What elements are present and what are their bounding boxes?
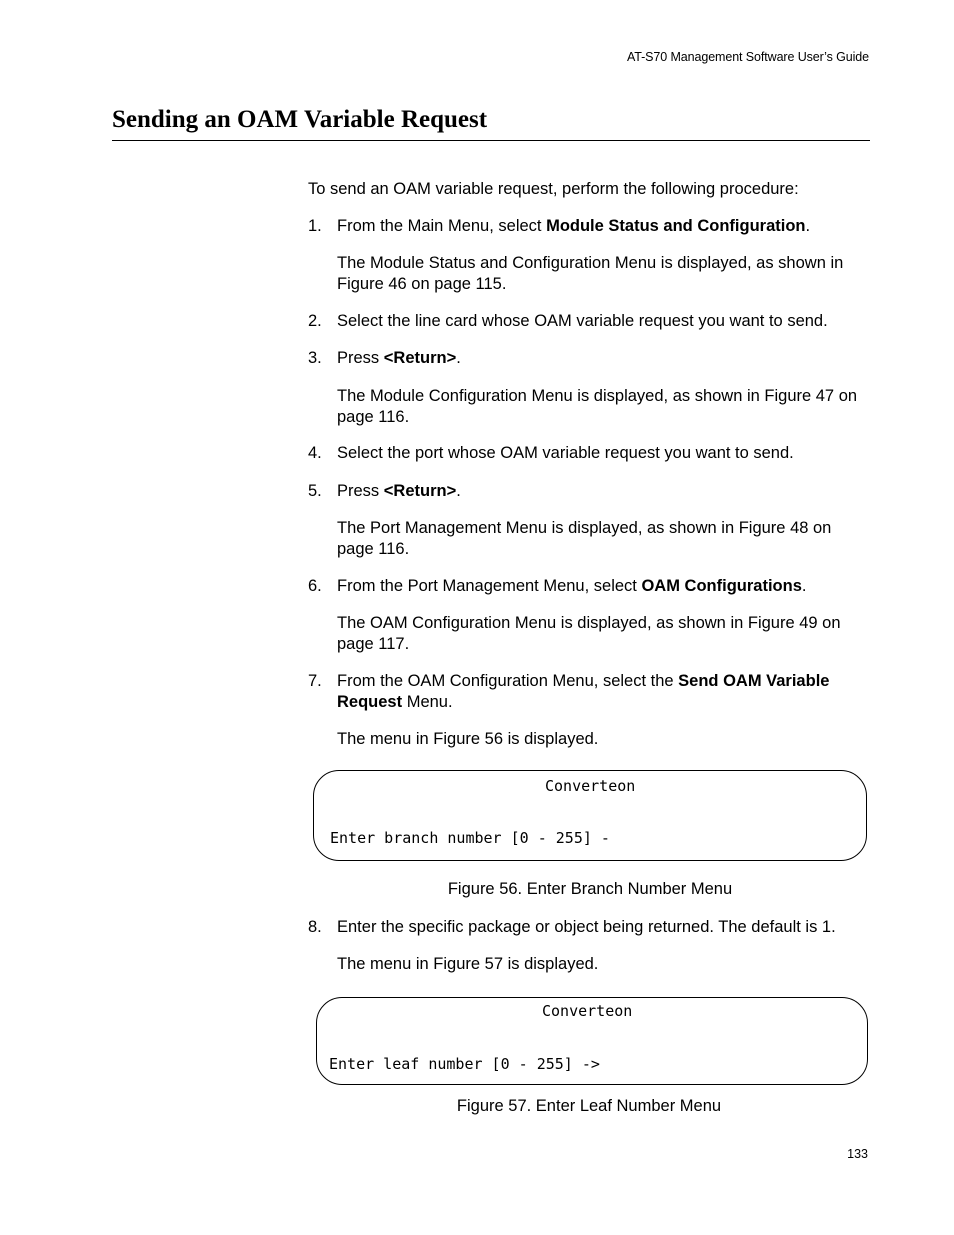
step-number: 6. xyxy=(308,577,322,595)
terminal-prompt: Enter leaf number [0 - 255] -> xyxy=(329,1055,600,1073)
step-text: Select the port whose OAM variable request you want to send. xyxy=(337,444,794,462)
terminal-prompt: Enter branch number [0 - 255] - xyxy=(330,829,610,847)
terminal-heading: Converteon xyxy=(542,1002,633,1020)
intro-text: To send an OAM variable request, perform the following procedure: xyxy=(308,180,799,198)
step-6-note: The OAM Configuration Menu is displayed, as shown in Figure 49 on page 117. xyxy=(337,614,841,653)
step-5-note: The Port Management Menu is displayed, as shown in Figure 48 on page 116. xyxy=(337,519,832,558)
running-header: AT-S70 Management Software User’s Guide xyxy=(626,50,869,64)
terminal-screen-figure-57 xyxy=(316,997,868,1085)
step-8-note: The menu in Figure 57 is displayed. xyxy=(337,955,599,973)
figure-57-caption: Figure 57. Enter Leaf Number Menu xyxy=(456,1097,722,1115)
step-3-note: The Module Configuration Menu is displayed, as shown in Figure 47 on page 116. xyxy=(337,387,858,426)
step-number: 3. xyxy=(308,349,322,367)
terminal-heading: Converteon xyxy=(545,777,636,795)
step-number: 2. xyxy=(308,312,322,330)
step-1-note: The Module Status and Configuration Menu is displayed, as shown in Figure 46 on page 115. xyxy=(337,254,844,293)
step-number: 7. xyxy=(308,672,322,690)
step-text: Enter the specific package or object being returned. The default is 1. xyxy=(337,918,836,936)
step-7-note: The menu in Figure 56 is displayed. xyxy=(337,730,599,748)
step-number: 1. xyxy=(308,217,322,235)
figure-56-caption: Figure 56. Enter Branch Number Menu xyxy=(447,880,733,898)
step-text: Select the line card whose OAM variable request you want to send. xyxy=(337,312,828,330)
section-title: Sending an OAM Variable Request xyxy=(112,106,488,133)
title-rule xyxy=(112,140,870,141)
step-text: From the Main Menu, select Module Status and Configuration. xyxy=(337,217,811,235)
step-text: From the OAM Configuration Menu, select the Send OAM Variable Request Menu. xyxy=(337,672,830,711)
step-number: 4. xyxy=(308,444,322,462)
page-number: 133 xyxy=(847,1147,868,1161)
step-text: Press <Return>. xyxy=(337,349,461,367)
step-text: From the Port Management Menu, select OAM Configurations. xyxy=(337,577,807,595)
step-number: 5. xyxy=(308,482,322,500)
step-text: Press <Return>. xyxy=(337,482,461,500)
step-number: 8. xyxy=(308,918,322,936)
terminal-screen-figure-56 xyxy=(313,770,867,861)
